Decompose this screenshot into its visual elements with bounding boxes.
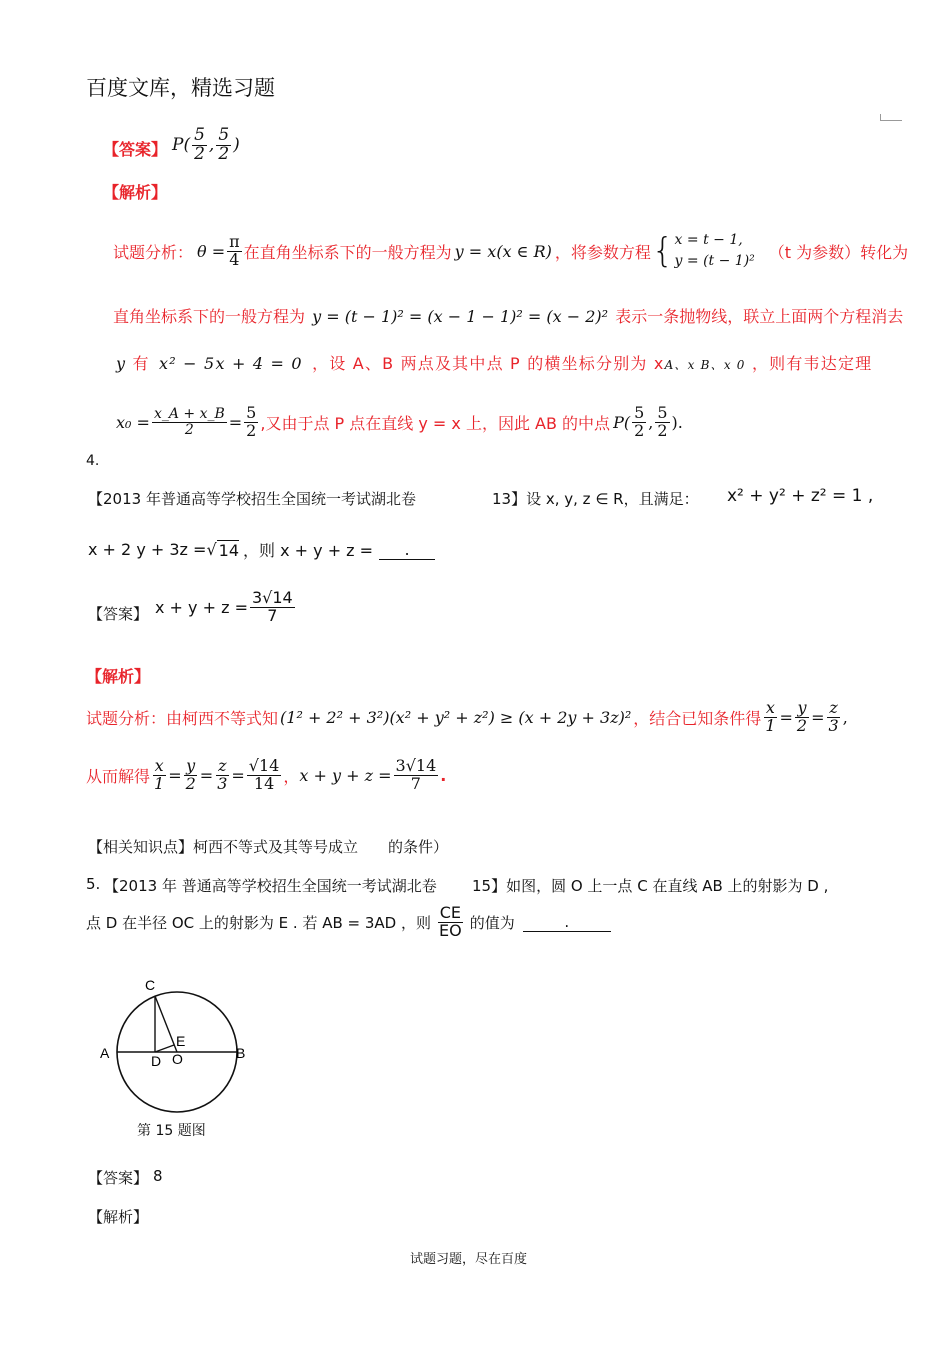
q4-a2-sum: x + y + z = [299, 765, 392, 785]
q3-answer-x-num: 5 [194, 125, 205, 145]
q3-l4-mid: ,又由于点 P 点在直线 y = x 上，因此 AB 的中点 [260, 413, 611, 433]
q4-analysis-line2: 从而解得 $\frac{x}{1}$ = $\frac{y}{2}$ = $\frac{z}{3}$ = $\frac{√14}{14}$ ， x + y + z = $\frac{3√14}{7}$ . [86, 756, 447, 793]
q4-a1-f1d: 1 [765, 715, 776, 735]
q3-l2-end: 表示一条抛物线，联立上面两个方程消去 [615, 307, 904, 326]
q3-l1-prefix: 试题分析： [113, 242, 194, 262]
q3-l4-py-num: 5 [657, 403, 668, 422]
q3-l1-four: 4 [229, 249, 240, 269]
q5-number: 5. [86, 875, 101, 893]
q4-a2-f1n: x [154, 756, 164, 775]
q3-analysis-line1: 试题分析： θ = $\frac{\pi}{4}$ 在直角坐标系下的一般方程为 y = x(x ∈ R) ，将参数方程 { x = t − 1, y = (t − 1)² （t 为参数）转化为 [113, 231, 909, 271]
q5-figure-caption: 第 15 题图 [137, 1123, 206, 1139]
q4-a1-f3n: z [829, 698, 838, 717]
q4-a1-f2d: 2 [796, 715, 808, 735]
q4-a2-prefix: 从而解得 [86, 766, 151, 786]
q4-a2-sum-den: 7 [410, 773, 421, 793]
q5-frac-num: CE [439, 903, 461, 922]
figure-label-b: B [236, 1045, 246, 1061]
q4-a2-val-num: √14 [248, 756, 280, 775]
q3-l1-sys-bot: y = (t − 1)² [674, 253, 755, 269]
q3-l3-subs: A、x B、x 0 [664, 358, 746, 372]
q4-answer-den: 7 [267, 605, 278, 625]
q4-a1-eq: (1² + 2² + 3²)(x² + y² + z²) ≥ (x + 2y + 3z)² [280, 707, 632, 727]
q4-answer-blank: . [379, 540, 435, 560]
q3-l4-py-den: 2 [657, 420, 668, 440]
q4-a1-f1n: x [765, 698, 775, 717]
q4-condition1: x² + y² + z² = 1 , [727, 486, 874, 506]
q4-a1-prefix: 试题分析：由柯西不等式知 [86, 708, 279, 728]
q3-l4-den: 2 [184, 421, 194, 438]
q3-l4-five: 5 [246, 403, 257, 422]
q4-cond2-left: x + 2 y + 3z = [88, 540, 207, 559]
page-footer: 试题习题，尽在百度 [410, 1252, 528, 1267]
q3-l2-text: 直角坐标系下的一般方程为 [113, 307, 306, 326]
q4-a1-f2n: y [797, 698, 807, 717]
q3-l3-rest: ，设 A、B 两点及其中点 P 的横坐标分别为 x [312, 354, 665, 373]
q5-stem-num: 15】如图，圆 O 上一点 C 在直线 AB 上的射影为 D , [472, 877, 829, 895]
q3-l4-eq: = [228, 412, 243, 432]
page-header-title: 百度文库，精选习题 [86, 76, 275, 100]
q3-l1-eq: y = x(x ∈ R) [454, 241, 552, 261]
q4-a2-sum-num: 3√14 [395, 756, 437, 775]
q3-answer-tag: 【答案】 [103, 140, 168, 159]
q4-knowledge-end: 的条件） [388, 838, 449, 856]
figure-label-d: D [151, 1053, 162, 1069]
q3-answer-y-den: 2 [218, 143, 230, 164]
q4-condition2: x + 2 y + 3z = √ 14 ，则 x + y + z = . [88, 538, 435, 561]
figure-label-o: O [172, 1051, 183, 1067]
q3-l1-mid: 在直角坐标系下的一般方程为 [243, 242, 452, 262]
q4-a1-f3d: 3 [828, 715, 839, 735]
q5-stem: 【2013 年 普通高等学校招生全国统一考试湖北卷 [104, 877, 437, 895]
q3-l1-sys-top: x = t − 1, [674, 232, 743, 248]
q5-line2-text: 点 D 在半径 OC 上的射影为 E . 若 AB = 3AD ，则 [86, 913, 432, 932]
q4-analysis-line1: 试题分析：由柯西不等式知 (1² + 2² + 3²)(x² + y² + z²) ≥ (x + 2y + 3z)² ，结合已知条件得 $\frac{x}{1}$ = $\frac{y}{2}$ = $\frac{z}{3}$ , [86, 698, 848, 735]
q4-stem: 【2013 年普通高等学校招生全国统一考试湖北卷 [88, 490, 416, 508]
q4-answer-value [155, 590, 297, 625]
q3-answer-prefix: P( [172, 135, 191, 156]
q5-line2 [86, 905, 611, 940]
q3-l3-y: y [116, 354, 127, 373]
q4-answer-tag: 【答案】 [88, 605, 149, 623]
q5-frac-den: EO [439, 920, 462, 940]
q3-l4-px-den: 2 [634, 420, 645, 440]
q3-l3-eq: x² − 5x + 4 = 0 [159, 354, 303, 373]
q3-l4-px-num: 5 [634, 403, 645, 422]
q4-cond2-root: 14 [218, 540, 239, 560]
q4-a2-f3n: z [218, 756, 227, 775]
q3-l1-end: （t 为参数）转化为 [768, 242, 909, 262]
q3-l3-end: ，则有韦达定理 [751, 354, 873, 373]
q4-answer-num: 3√14 [251, 588, 293, 607]
q3-l4-x0: x₀ = [116, 412, 150, 432]
q3-l2-eq: y = (t − 1)² = (x − 1 − 1)² = (x − 2)² [312, 307, 609, 326]
q3-l4-two: 2 [246, 420, 257, 440]
q5-answer-blank: . [523, 913, 611, 932]
q5-figure [90, 972, 270, 1120]
q4-a2-val-den: 14 [253, 773, 275, 793]
q3-answer-value: P( $\frac{5}{2}$ , $\frac{5}{2}$ ) [172, 125, 240, 164]
q3-l4-p: P( [613, 412, 631, 432]
corner-mark [880, 120, 902, 121]
figure-radius-oc [155, 996, 177, 1052]
q3-l1-theta: θ = [197, 241, 226, 261]
q3-analysis-line4: x₀ = $\frac{x\_A + x\_B}{2}$ = $\frac{5}{2}$ ,又由于点 P 点在直线 y = x 上，因此 AB 的中点 P( $\frac{5}{2}$ , $\frac{5}{2}$ ). [116, 403, 683, 440]
figure-label-a: A [100, 1045, 110, 1061]
figure-label-e: E [176, 1033, 186, 1049]
q4-knowledge-point: 【相关知识点】柯西不等式及其等号成立 [88, 838, 359, 856]
q3-analysis-tag: 【解析】 [103, 183, 168, 202]
q3-l4-num: x_A + x_B [153, 406, 225, 423]
q4-cond2-right: ，则 x + y + z = [243, 541, 374, 560]
q4-a2-f3d: 3 [217, 773, 228, 793]
q5-line2-end: 的值为 [469, 913, 515, 932]
q4-analysis-tag: 【解析】 [86, 667, 151, 686]
figure-label-c: C [145, 977, 156, 993]
q4-a2-f2d: 2 [185, 773, 196, 793]
q3-answer-x-den: 2 [194, 143, 205, 164]
q3-analysis-line2 [113, 304, 903, 327]
q4-a2-f1d: 1 [154, 773, 165, 793]
corner-mark-tick [880, 114, 881, 121]
q3-answer-y-num: 5 [218, 125, 230, 145]
q3-analysis-line3 [116, 351, 872, 374]
q4-number: 4. [86, 453, 100, 469]
q3-l1-after: ，将参数方程 [554, 242, 651, 262]
q4-a2-f2n: y [186, 756, 196, 775]
q3-l1-pi: π [229, 231, 240, 251]
q5-analysis-tag: 【解析】 [88, 1208, 149, 1226]
q3-l3-has: 有 [132, 354, 150, 373]
q5-answer-tag: 【答案】 [88, 1169, 149, 1187]
q4-answer-left: x + y + z = [155, 597, 248, 617]
q4-stem-num: 13】设 x, y, z ∈ R，且满足： [492, 490, 699, 508]
q5-answer-value: 8 [153, 1167, 163, 1185]
q4-a1-mid: ，结合已知条件得 [633, 708, 762, 728]
